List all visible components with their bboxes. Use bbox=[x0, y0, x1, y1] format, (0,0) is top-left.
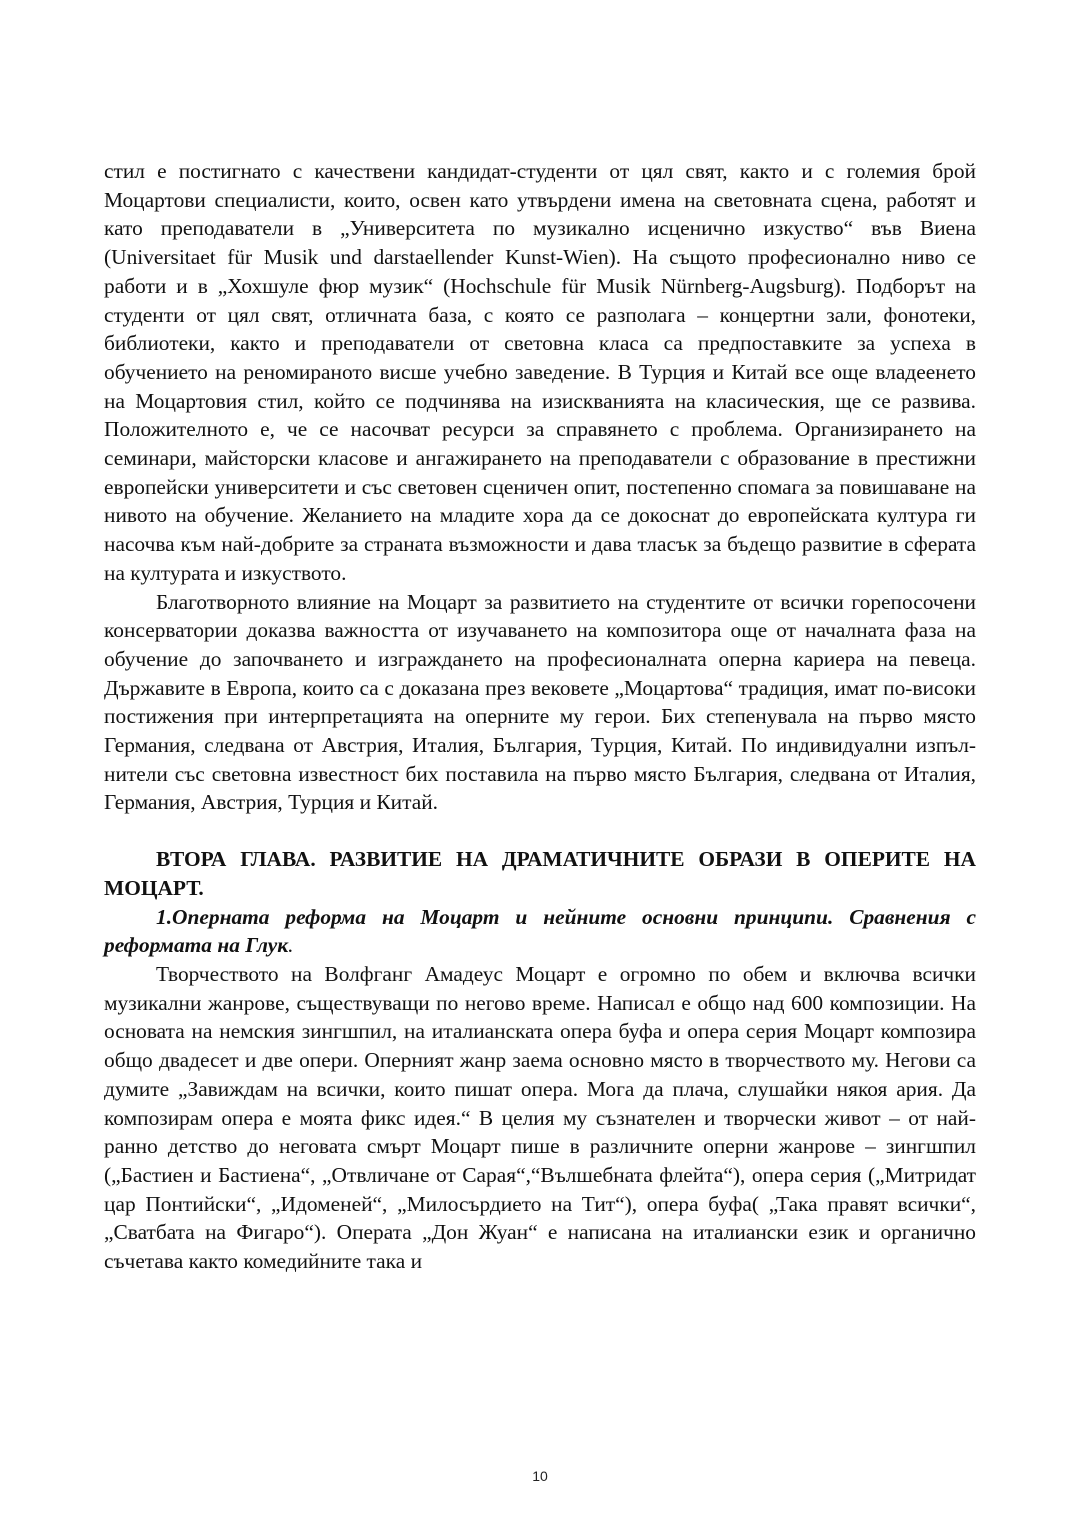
section-spacer bbox=[104, 817, 976, 845]
paragraph-mozart-influence: Благотворното влияние на Моцарт за развитието на студентите от всички горепосочени консерватории доказва важността от изучаването на композитора още от началната фаза на обучение до започването и изграждането на професионалната оперна кариера на певеца. Държавите в Европа, които са с доказана през вековете „Моцартова“ традиция, имат по-високи постижения при интерпретацията на оперните му герои. Бих степенувала на първо място Германия, следвана от Австрия, Италия, България, Турция, Китай. По индивидуални изпълнители със световна известност бих поставила на първо място България, следвана от Италия, Германия, Австрия, Турция и Китай. bbox=[104, 589, 976, 815]
section-heading bbox=[104, 903, 976, 960]
page-number: 10 bbox=[532, 1468, 548, 1484]
section-heading-text: 1.Оперната реформа на Моцарт и нейните основни принципи. Сравнения с реформата на Глук bbox=[104, 904, 976, 958]
paragraph-mozart-works: Творчеството на Волфганг Амадеус Моцарт е огромно по обем и включва всички музикални жанрове, съществуващи по негово време. Написал е общо над 600 композиции. На основата на немския зингшпил, на италианската опера буфа и опера серия Моцарт композира общо двадесет и две опери. Оперният жанр заема основно място в творчеството му. Негови са думите „Завиждам на всички, които пишат опера. Мога да плача, слушайки някоя ария. Да композирам опера е моята фикс идея.“ В целия му съзнателен и творчески живот – от най-ранно детство до неговата смърт Моцарт пише в различните оперни жанрове – зингшпил („Бастиен и Бастиена“, „Отвличане от Сарая“,“Вълшебната флейта“), опера серия („Митридат цар Понтийски“, „Идоменей“, „Милосърдието на Тит“), опера буфа( „Така правят всички“, „Сватбата на Фигаро“). Операта „Дон Жуан“ е написана на италиански език и органично съчетава както комедийните така и bbox=[104, 961, 976, 1274]
section-heading-tail: . bbox=[288, 933, 294, 958]
paragraph-continued: стил е постигнато с качествени кандидат-студенти от цял свят, както и с големия брой Моцартови специалисти, които, освен като утвърдени имена на световната сцена, работят и като преподаватели в „Университета по музикално исценично изкуство“ във Виена (Universitaet für Musik und darstaellender Kunst-Wien). На същото професионално ниво се работи и в „Хохшуле фюр музик“ (Hochschule für Musik Nürnberg-Augsburg). Подборът на студенти от цял свят, отличната база, с която се разполага – концертни зали, фонотеки, библиотеки, както и преподаватели от световна класа са предпоставките за успеха в обучението на реномираното висше учебно заведение. В Турция и Китай все още владеенето на Моцартовия стил, който се подчинява на изискванията на класическия, ще се развива. Положителното е, че се насочват ресурси за справянето с проблема. Организирането на семинари, майсторски класове и ангажирането на преподаватели с образование в престижни европейски университети и със световен сценичен опит, постепенно спомага за повишаване на нивото на обучение. Желанието на младите хора да се докоснат до европейската култура ги насочва към най-добрите за страната възможности и дава тласък за бъдещо развитие в сферата на културата и изкуството. bbox=[104, 159, 976, 585]
page-body bbox=[104, 157, 976, 1276]
chapter-heading: ВТОРА ГЛАВА. РАЗВИТИЕ НА ДРАМАТИЧНИТЕ ОБРАЗИ В ОПЕРИТЕ НА МОЦАРТ. bbox=[104, 847, 976, 900]
